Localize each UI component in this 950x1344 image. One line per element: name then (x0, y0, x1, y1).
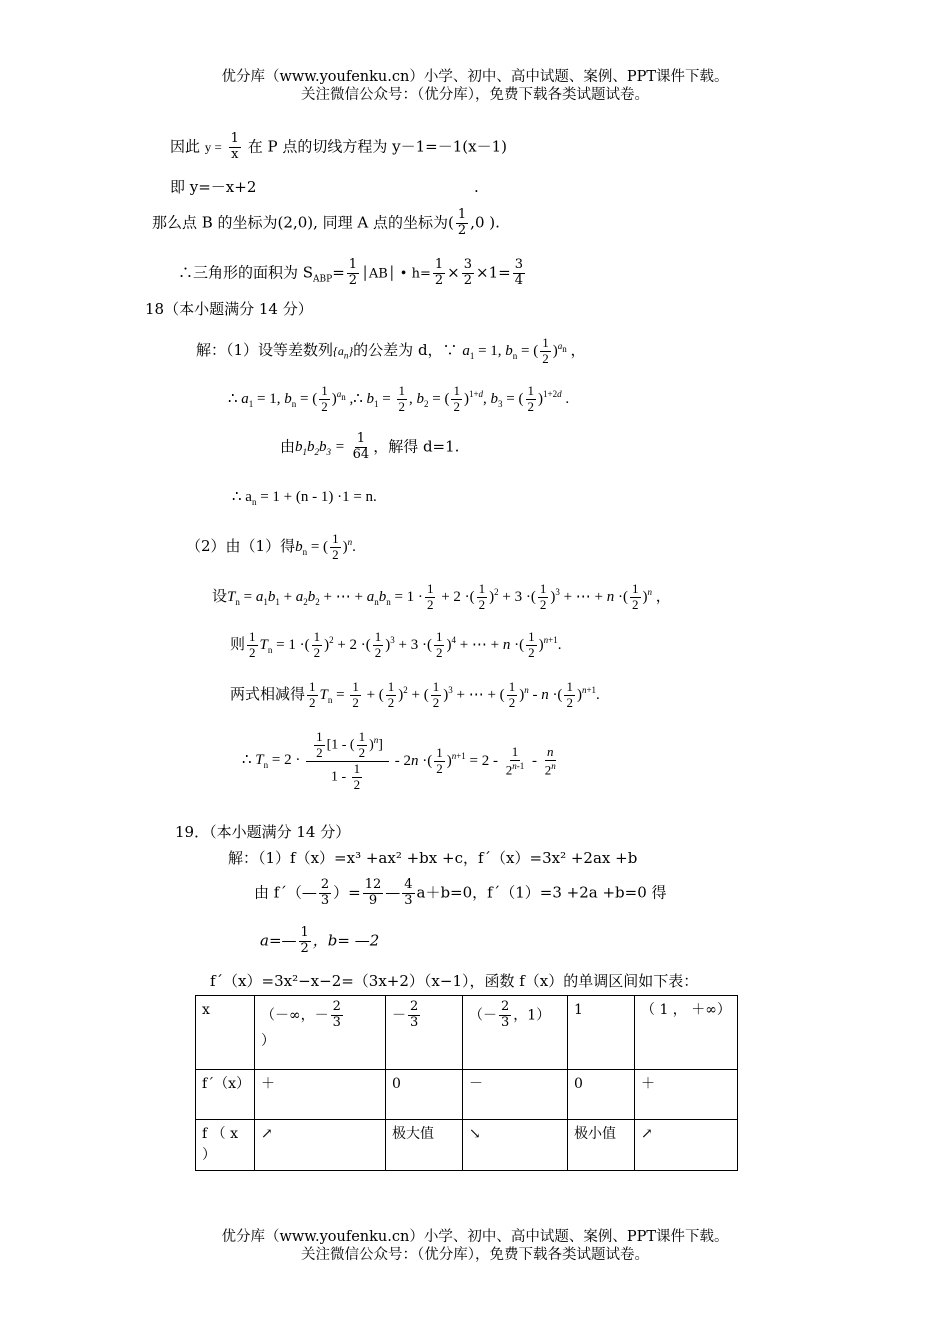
den: 9 (368, 892, 378, 908)
num: 1 (313, 629, 321, 644)
text: － (392, 1007, 406, 1024)
fraction (299, 926, 311, 957)
num: 1 (387, 679, 395, 694)
den: 2 (321, 398, 328, 414)
den: 2 (348, 272, 358, 288)
num: 1 (230, 131, 239, 146)
den: 2 (463, 272, 473, 288)
den: 3 (332, 1014, 341, 1030)
math: y = (204, 139, 222, 155)
text: 解：（1）设等差数列 (196, 340, 334, 359)
num: 1 (321, 383, 328, 398)
cell-point-1 (386, 996, 463, 1070)
q19-line1: 解：（1）f（x）=x³ +ax² +bx +c，f´（x）=3x² +2ax +b (228, 849, 638, 867)
num: 3 (514, 257, 523, 272)
den: 2 (435, 644, 443, 660)
num: 1 (309, 679, 316, 694)
table-cell: f´（x） (196, 1070, 255, 1120)
text: — (385, 883, 401, 902)
q18-part2-result: ∴ $T_n = 2$ · $\frac{1}{2}$ [1 - ( $\frac{1}{2}$ )$^n$] 1 - $\frac{1}{2}$ - 2n ·( $\frac{1}{2}$ )$^{n+1}$ = 2 - $\frac{1}{2^{n-1}}$ - $\frac{n}{2^n}$ (242, 729, 556, 792)
text: │AB│ • h= (361, 266, 431, 282)
den: 2 (249, 644, 256, 660)
num: 1 (539, 581, 547, 596)
table-cell: 0 (386, 1070, 463, 1120)
table-cell: ↘ (463, 1120, 568, 1171)
text: 因此 (170, 137, 201, 156)
text: 由 (280, 437, 296, 456)
text: } (348, 343, 354, 358)
fraction (504, 745, 527, 778)
big-fraction (306, 730, 389, 793)
text: 的公差为 d，∵ (353, 340, 458, 359)
den: 2 (374, 644, 382, 660)
fraction (397, 384, 408, 415)
q18-part2-intro (186, 532, 356, 563)
num: 1 (374, 629, 382, 644)
cell-interval-1 (255, 996, 386, 1070)
fraction (507, 680, 518, 711)
header-line-1: 优分库（www.youfenku.cn）小学、初中、高中试题、案例、PPT课件下载。 (221, 69, 729, 85)
q18-part1-line4: ∴ $a_n = 1 + (n - 1) \cdot 1 = n$. (232, 489, 377, 507)
q18-part2-set (212, 582, 671, 613)
den: 2 (358, 744, 366, 760)
text: ）= (333, 883, 361, 902)
den: 2 (436, 760, 443, 776)
den: 2 (632, 596, 639, 612)
fraction (319, 384, 330, 415)
fraction (434, 746, 445, 777)
num: 1 (358, 729, 366, 744)
math: $b_n$ = ( $\frac{1}{2}$ )$^n$. (295, 531, 356, 562)
subscript: ABP (313, 274, 333, 285)
text: = 1 + (n - 1) ·1 = n. (256, 489, 377, 505)
table-cell: － (463, 1070, 568, 1120)
text: ，解得 d=1. (373, 437, 460, 456)
text: 两式相减得 (230, 684, 306, 703)
den: 2 (387, 694, 395, 710)
num: 1 (316, 729, 323, 744)
fraction (564, 680, 575, 711)
text: 在 P 点的切线方程为 y－1=－1(x－1) (247, 137, 507, 156)
big-den: 1 - $\frac{1}{2}$ (330, 760, 361, 792)
fraction (312, 630, 323, 661)
den: 2 (566, 694, 573, 710)
den: 4 (514, 272, 523, 288)
q19-title: 19．（本小题满分 14 分） (175, 823, 351, 841)
den: 2 (352, 694, 359, 710)
fraction (433, 258, 445, 289)
den: 2 (398, 398, 405, 414)
den: 2$^{n-1}$ (505, 760, 525, 778)
footer-line-1: 优分库（www.youfenku.cn）小学、初中、高中试题、案例、PPT课件下载。 (221, 1229, 729, 1245)
fraction (540, 336, 551, 367)
text: （－ (469, 1007, 497, 1024)
den: 3 (320, 892, 330, 908)
den: 2 (313, 644, 321, 660)
den: 2 (434, 272, 444, 288)
q19-line2 (254, 878, 667, 909)
fraction (434, 630, 445, 661)
table-row-function (196, 1120, 738, 1171)
den: 2$^n$ (544, 760, 556, 778)
text: 那么点 B 的坐标为(2,0), 同理 A 点的坐标为( (152, 213, 454, 232)
text: 设 (212, 586, 228, 605)
num: 1 (432, 679, 440, 694)
table-cell: ↗ (255, 1120, 386, 1171)
fraction (543, 745, 558, 778)
math: $T_n = a_1b_1 + a_2b_2$ + ⋯ + $a_nb_n = 1$ · $\frac{1}{2}$ + 2 ·( $\frac{1}{2}$ )$^2$ + 3 ·( $\frac{1}{2}$ )$^3$ + ⋯ + n ·( $\frac{1}{2}$ )$^n$ ， (227, 581, 671, 612)
fraction (425, 582, 436, 613)
text: （－∞，－ (261, 1007, 329, 1024)
den: 3 (501, 1014, 510, 1030)
text: ∴三角形的面积为 S (178, 263, 314, 282)
num: 1 (542, 335, 549, 350)
num: 1 (348, 257, 358, 272)
fraction (347, 258, 359, 289)
text: {a (333, 343, 344, 358)
text: ） (261, 1032, 275, 1049)
fraction (330, 532, 341, 563)
table-cell: ↗ (635, 1120, 738, 1171)
table-cell: 极大值 (386, 1120, 463, 1171)
den: 2 (353, 776, 361, 792)
num: 1 (508, 679, 516, 694)
text: ×1= (476, 263, 511, 282)
fraction (351, 432, 372, 463)
table-cell: f （ x ） (196, 1120, 255, 1171)
text: ∴ (242, 751, 252, 768)
cell-interval-2 (463, 996, 568, 1070)
text: = (332, 263, 345, 282)
den: 64 (352, 446, 370, 462)
text: （2）由（1）得 (186, 536, 296, 555)
q17-point-b (152, 208, 500, 239)
num: 1 (332, 531, 339, 546)
q19-line3 (260, 926, 379, 957)
num: 1 (528, 629, 535, 644)
q18-part1-line3 (280, 432, 459, 463)
num: 2 (501, 999, 510, 1014)
fraction (352, 762, 363, 793)
fraction (319, 878, 331, 909)
text: 则 (230, 634, 246, 653)
cell-x: x (196, 996, 255, 1070)
cell-interval-3: （ 1 ， ＋∞） (635, 996, 738, 1070)
fraction (477, 582, 488, 613)
den: 2 (426, 596, 434, 612)
text: ，1） (513, 1007, 551, 1024)
num: 1 (353, 760, 361, 776)
num: 1 (356, 431, 366, 446)
table-cell: ＋ (635, 1070, 738, 1120)
den: 2 (528, 644, 535, 660)
num: 1 (632, 581, 639, 596)
num: 1 (352, 679, 359, 694)
q19-line4: f´（x）=3x²−x−2=（3x+2）（x−1），函数 f（x）的单调区间如下表： (210, 972, 699, 990)
math: $\{a_n\}$ (333, 343, 354, 361)
num: 1 (398, 383, 405, 398)
text: ，b= —2 (312, 931, 380, 950)
num: 2 (332, 999, 341, 1014)
num: 1 (435, 629, 443, 644)
den: 2 (508, 694, 516, 710)
fraction (456, 208, 468, 239)
den: 2 (542, 350, 549, 366)
den: 2 (316, 744, 323, 760)
monotonicity-table (195, 995, 738, 1171)
table-cell: 极小值 (568, 1120, 635, 1171)
num: 1 (300, 925, 309, 940)
den: 2 (539, 596, 547, 612)
fraction (331, 1000, 343, 1031)
q17-line-eq: 即 y=－x+2 (170, 178, 257, 196)
den: 3 (404, 892, 413, 908)
math: $\frac{1}{2}$ $T_n = 1$ ·( $\frac{1}{2}$ )$^2$ + 2 ·( $\frac{1}{2}$ )$^3$ + 3 ·( $\frac{1}{2}$ )$^4$ + ⋯ + n ·( $\frac{1}{2}$ )$^{n+1}$. (249, 629, 562, 660)
fraction (462, 258, 474, 289)
den: x (231, 146, 239, 162)
text: × (447, 263, 460, 282)
fraction (402, 878, 414, 909)
den: 2 (457, 222, 467, 238)
num: 2 (320, 877, 330, 892)
num: 1 (436, 744, 443, 760)
den: 2 (309, 694, 316, 710)
num: 3 (463, 257, 473, 272)
num: 2 (410, 999, 419, 1014)
fraction (513, 258, 525, 289)
text: a=— (260, 931, 297, 950)
math: $\frac{1}{2}$ $T_n$ = $\frac{1}{2}$ + ( $\frac{1}{2}$ )$^2$ + ( $\frac{1}{2}$ )$^3$ + ⋯ + ( $\frac{1}{2}$ )$^n$ - n ·( $\frac{1}{2}$ )$^{n+1}$. (309, 679, 600, 710)
fraction (408, 1000, 420, 1031)
text: a＋b=0，f´（1）=3 +2a +b=0 得 (416, 883, 667, 902)
fraction (307, 680, 318, 711)
fraction (526, 384, 537, 415)
num: 1 (478, 581, 486, 596)
fraction (350, 680, 361, 711)
q18-part2-subtract (230, 680, 600, 711)
den: 2 (527, 398, 535, 414)
text: ,0 ). (470, 213, 500, 232)
header-line-2: 关注微信公众号：（优分库），免费下载各类试题试卷。 (301, 87, 649, 103)
fraction (229, 132, 241, 163)
table-row-derivative (196, 1070, 738, 1120)
num: 1 (453, 383, 460, 398)
num: 1 (527, 383, 535, 398)
q17-area (178, 258, 527, 289)
table-row-x (196, 996, 738, 1070)
fraction (451, 384, 462, 415)
num: 1 (249, 629, 256, 644)
big-num: $\frac{1}{2}$ [1 - ( $\frac{1}{2}$ )$^n$] (306, 730, 389, 762)
q18-part2-then (230, 630, 561, 661)
fraction (526, 630, 537, 661)
den: 2 (432, 694, 440, 710)
den: 2 (478, 596, 486, 612)
fraction (247, 630, 258, 661)
q17-dot: . (474, 178, 479, 196)
den: 2 (300, 940, 309, 956)
num: 1 (566, 679, 573, 694)
fraction (314, 730, 325, 761)
fraction (499, 1000, 511, 1031)
cell-point-2: 1 (568, 996, 635, 1070)
fraction (373, 630, 384, 661)
num: 12 (364, 877, 382, 892)
den: 2 (453, 398, 460, 414)
q17-tangent-line (170, 132, 507, 163)
table-cell: ＋ (255, 1070, 386, 1120)
footer-line-2: 关注微信公众号：（优分库），免费下载各类试题试卷。 (301, 1247, 649, 1263)
table-cell: 0 (568, 1070, 635, 1120)
num: 1 (426, 581, 434, 596)
fraction (431, 680, 442, 711)
fraction (386, 680, 397, 711)
q18-part1-intro (196, 336, 586, 367)
fraction (363, 878, 384, 909)
math: $b_1b_2b_3$ = (295, 439, 349, 458)
num: 1 (457, 207, 467, 222)
q18-title: 18（本小题满分 14 分） (145, 300, 313, 318)
text: ∴ (228, 390, 238, 407)
num: n (547, 743, 554, 759)
fraction (357, 730, 368, 761)
fraction (538, 582, 549, 613)
num: 4 (404, 877, 413, 892)
den: 2 (332, 546, 339, 562)
num: 1 (511, 743, 519, 759)
text: ∴ a (232, 489, 252, 505)
num: 1 (434, 257, 444, 272)
fraction (630, 582, 641, 613)
den: 3 (410, 1014, 419, 1030)
math-a1-bn: $a_1 = 1$, $b_n$ = ( $\frac{1}{2}$ )$^{a_n}$ ， (462, 335, 586, 366)
text: 由 f´（— (254, 883, 317, 902)
q18-part1-line2: ∴ $a_1 = 1$, $b_n$ = ( $\frac{1}{2}$ )$^{a_n}$ ,∴ $b_1$ = $\frac{1}{2}$ , $b_2$ = ( $\frac{1}{2}$ )$^{1+d}$, $b_3$ = ( $\frac{1}{2}$ )$^{1+2d}$ . (228, 383, 570, 414)
